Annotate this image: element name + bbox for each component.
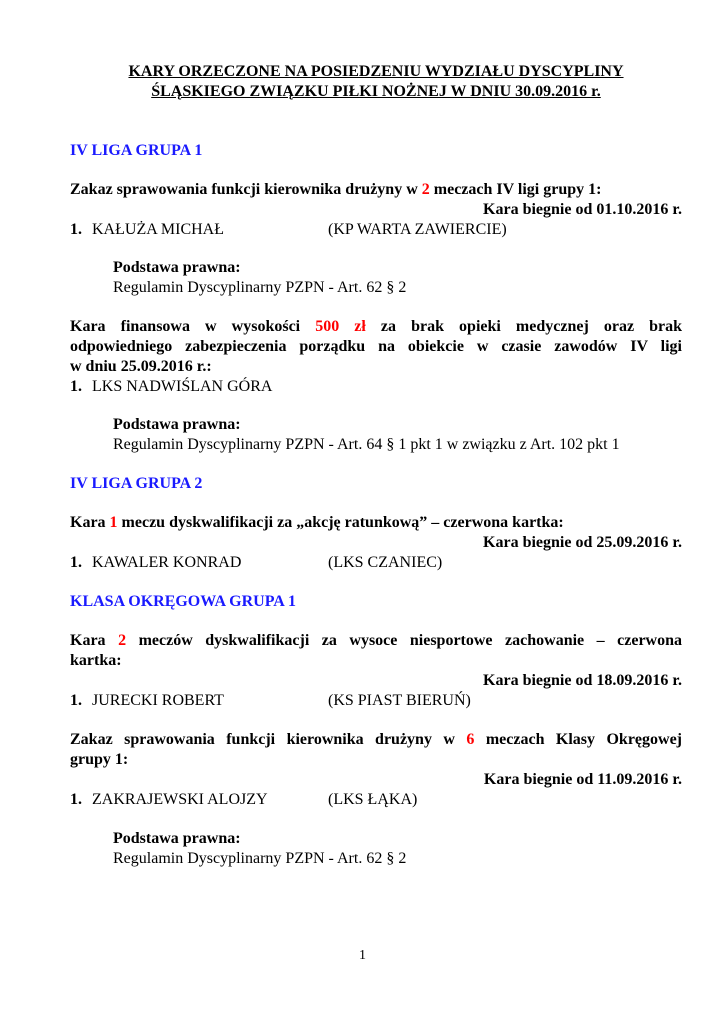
- penalty-text-pre: Zakaz sprawowania funkcji kierownika drużyny w: [70, 731, 467, 748]
- club-name: (LKS ŁĄKA): [328, 791, 418, 808]
- person-name: KAWALER KONRAD: [92, 554, 242, 571]
- item-number: 1.: [70, 221, 82, 238]
- penalty-start-date: Kara biegnie od 18.09.2016 r.: [483, 672, 682, 689]
- penalty-text-post: meczach Klasy Okręgowej: [474, 731, 683, 748]
- document-title-line-1: KARY ORZECZONE NA POSIEDZENIU WYDZIAŁU DYSCYPLINY: [128, 63, 624, 80]
- item-number: 1.: [70, 554, 82, 571]
- fine-amount: 500 zł: [315, 318, 366, 335]
- person-name: KAŁUŻA MICHAŁ: [92, 221, 224, 238]
- penalty-count: 6: [466, 731, 475, 748]
- item-number: 1.: [70, 692, 82, 709]
- legal-basis-text: Regulamin Dyscyplinarny PZPN - Art. 62 § 2: [113, 279, 407, 296]
- penalty-text-post: meczu dyskwalifikacji za „akcję ratunkową” – czerwona kartka:: [117, 514, 564, 531]
- club-name: (KP WARTA ZAWIERCIE): [328, 221, 507, 238]
- legal-basis-text: Regulamin Dyscyplinarny PZPN - Art. 62 § 2: [113, 850, 407, 867]
- club-name: (LKS CZANIEC): [328, 554, 443, 571]
- penalty-count: 2: [421, 181, 430, 198]
- penalty-text-pre: Kara: [70, 632, 119, 649]
- penalty-text-post: meczów dyskwalifikacji za wysoce niesportowe zachowanie – czerwona: [126, 632, 683, 649]
- legal-basis-text: Regulamin Dyscyplinarny PZPN - Art. 64 § 1 pkt 1 w związku z Art. 102 pkt 1: [113, 436, 620, 453]
- page-number: 1: [359, 948, 366, 963]
- person-name: ZAKRAJEWSKI ALOJZY: [92, 791, 268, 808]
- penalty-description: [70, 180, 682, 200]
- legal-basis-label: Podstawa prawna:: [113, 416, 241, 433]
- penalty-text-post: za brak opieki medycznej oraz brak: [365, 318, 683, 335]
- penalty-text-line-2: odpowiedniego zabezpieczenia porządku na obiekcie w czasie zawodów IV ligi: [70, 338, 682, 355]
- section-heading-klasa-okregowa-1: KLASA OKRĘGOWA GRUPA 1: [70, 593, 296, 610]
- section-heading-iv-liga-1: IV LIGA GRUPA 1: [70, 142, 203, 159]
- penalty-text-pre: Zakaz sprawowania funkcji kierownika drużyny w: [70, 181, 422, 198]
- item-number: 1.: [70, 791, 82, 808]
- penalty-count: 2: [118, 632, 127, 649]
- list-item: [70, 691, 682, 711]
- penalty-description: [70, 730, 682, 770]
- list-item: [70, 377, 682, 397]
- penalty-description: [70, 513, 682, 533]
- penalty-start-date: Kara biegnie od 25.09.2016 r.: [483, 534, 682, 551]
- item-number: 1.: [70, 378, 82, 395]
- penalty-description: [70, 317, 682, 377]
- document-title-line-2: ŚLĄSKIEGO ZWIĄZKU PIŁKI NOŻNEJ W DNIU 30.09.2016 r.: [151, 83, 601, 100]
- club-name: LKS NADWIŚLAN GÓRA: [92, 378, 273, 395]
- penalty-count: 1: [109, 514, 118, 531]
- legal-basis-label: Podstawa prawna:: [113, 259, 241, 276]
- penalty-text-pre: Kara: [70, 514, 110, 531]
- penalty-text-pre: Kara finansowa w wysokości: [70, 318, 316, 335]
- club-name: (KS PIAST BIERUŃ): [328, 692, 471, 709]
- penalty-description: [70, 631, 682, 671]
- penalty-text-post: meczach IV ligi grupy 1:: [429, 181, 602, 198]
- person-name: JURECKI ROBERT: [92, 692, 224, 709]
- penalty-text-line-3: w dniu 25.09.2016 r.:: [70, 358, 212, 375]
- list-item: [70, 553, 682, 573]
- penalty-start-date: Kara biegnie od 11.09.2016 r.: [483, 771, 682, 788]
- section-heading-iv-liga-2: IV LIGA GRUPA 2: [70, 475, 203, 492]
- penalty-start-date: Kara biegnie od 01.10.2016 r.: [483, 201, 682, 218]
- list-item: [70, 220, 682, 240]
- list-item: [70, 790, 682, 810]
- penalty-text-line-2: grupy 1:: [70, 751, 129, 768]
- penalty-text-line-2: kartka:: [70, 652, 122, 669]
- legal-basis-label: Podstawa prawna:: [113, 830, 241, 847]
